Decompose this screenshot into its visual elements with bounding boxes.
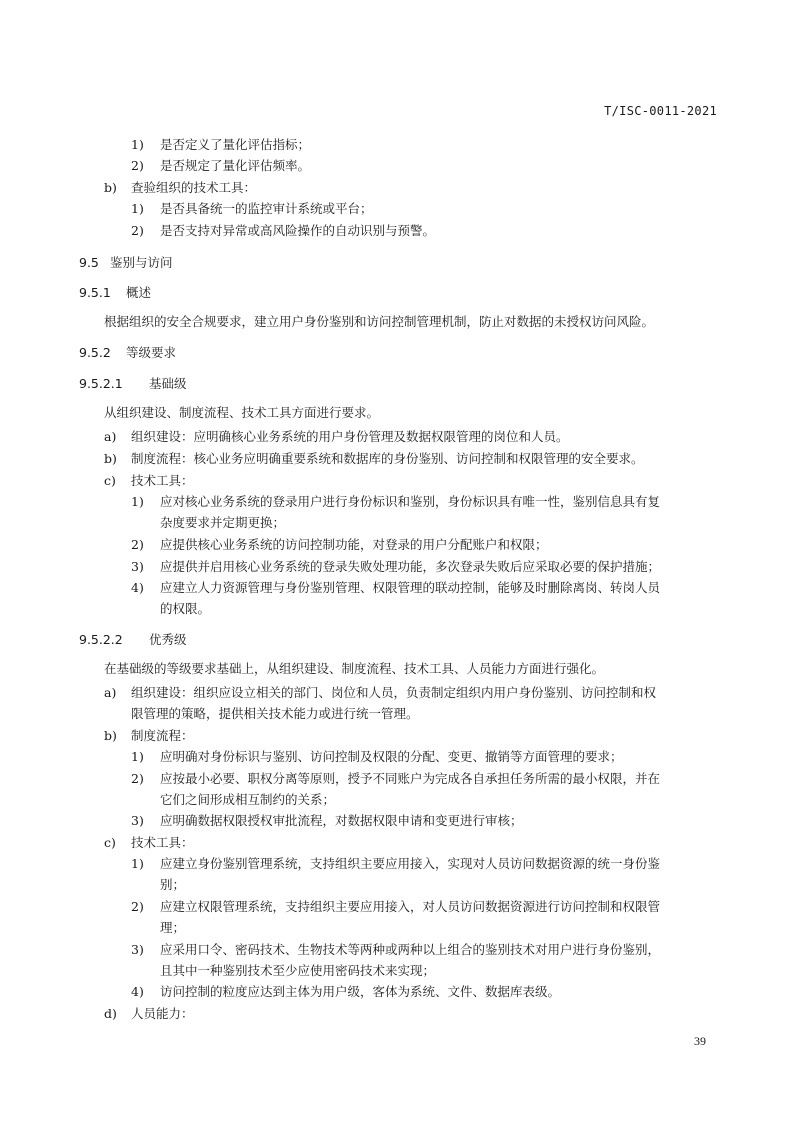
list-item-text: 是否规定了量化评估频率。: [160, 158, 311, 173]
paragraph: 根据组织的安全合规要求，建立用户身份鉴别和访问控制管理机制，防止对数据的未授权访问风险。: [104, 314, 655, 329]
list-marker: 2): [131, 899, 144, 914]
list-marker: 1): [131, 749, 144, 764]
list-item-text: 应对核心业务系统的登录用户进行身份标识和鉴别，身份标识具有唯一性，鉴别信息具有复: [160, 494, 661, 509]
list-marker: 1): [131, 137, 144, 152]
section-number: 9.5.1: [79, 285, 111, 300]
list-item-text: 访问控制的粒度应达到主体为用户级，客体为系统、文件、数据库表级。: [160, 984, 561, 999]
list-marker: 2): [131, 158, 144, 173]
list-marker: b): [104, 180, 117, 195]
list-marker: 4): [131, 580, 144, 595]
list-item-text: 组织建设：应明确核心业务系统的用户身份管理及数据权限管理的岗位和人员。: [131, 429, 569, 444]
list-item-text: 别；: [160, 877, 186, 892]
list-item-text: 是否定义了量化评估指标；: [160, 137, 311, 152]
list-item-text: 技术工具：: [131, 473, 194, 488]
list-item-text: 限管理的策略，提供相关技术能力或进行统一管理。: [131, 706, 419, 721]
section-heading: 概述: [126, 285, 152, 300]
list-marker: 1): [131, 201, 144, 216]
list-item-text: 应按最小必要、职权分离等原则，授予不同账户为完成各自承担任务所需的最小权限，并在: [160, 771, 661, 786]
list-marker: 3): [131, 942, 144, 957]
list-marker: 1): [131, 494, 144, 509]
list-item-text: 杂度要求并定期更换；: [160, 515, 286, 530]
list-item-text: 应采用口令、密码技术、生物技术等两种或两种以上组合的鉴别技术对用户进行身份鉴别，: [160, 942, 661, 957]
section-number: 9.5.2: [79, 345, 111, 360]
section-heading: 优秀级: [149, 632, 187, 647]
list-item-text: 查验组织的技术工具：: [131, 180, 257, 195]
list-item-text: 应建立人力资源管理与身份鉴别管理、权限管理的联动控制，能够及时删除离岗、转岗人员: [160, 580, 661, 595]
section-heading: 鉴别与访问: [110, 255, 173, 270]
list-marker: 1): [131, 856, 144, 871]
document-code: T/ISC-0011-2021: [604, 104, 717, 118]
list-item-text: 应提供并启用核心业务系统的登录失败处理功能，多次登录失败后应采取必要的保护措施；: [160, 559, 661, 574]
list-item-text: 是否支持对异常或高风险操作的自动识别与预警。: [160, 223, 436, 238]
list-marker: a): [104, 685, 117, 700]
section-number: 9.5.2.1: [79, 376, 123, 391]
list-marker: d): [104, 1006, 117, 1021]
list-item-text: 应建立身份鉴别管理系统，支持组织主要应用接入，实现对人员访问数据资源的统一身份鉴: [160, 856, 661, 871]
list-item-text: 制度流程：: [131, 728, 194, 743]
section-number: 9.5.2.2: [79, 632, 123, 647]
list-marker: 2): [131, 537, 144, 552]
list-marker: b): [104, 451, 117, 466]
list-marker: 2): [131, 771, 144, 786]
list-marker: 2): [131, 223, 144, 238]
section-heading: 等级要求: [126, 345, 177, 360]
list-item-text: 组织建设：组织应设立相关的部门、岗位和人员，负责制定组织内用户身份鉴别、访问控制和权: [131, 685, 657, 700]
paragraph: 从组织建设、制度流程、技术工具方面进行要求。: [104, 405, 380, 420]
list-item-text: 理；: [160, 920, 186, 935]
list-marker: c): [104, 473, 116, 488]
list-item-text: 且其中一种鉴别技术至少应使用密码技术来实现；: [160, 963, 436, 978]
list-marker: a): [104, 429, 117, 444]
list-item-text: 应建立权限管理系统，支持组织主要应用接入，对人员访问数据资源进行访问控制和权限管: [160, 899, 661, 914]
list-marker: 3): [131, 559, 144, 574]
section-number: 9.5: [79, 255, 99, 270]
list-item-text: 是否具备统一的监控审计系统或平台；: [160, 201, 373, 216]
list-item-text: 应提供核心业务系统的访问控制功能，对登录的用户分配账户和权限；: [160, 537, 548, 552]
page-number: 39: [694, 1034, 706, 1048]
section-heading: 基础级: [149, 376, 187, 391]
list-item-text: 制度流程：核心业务应明确重要系统和数据库的身份鉴别、访问控制和权限管理的安全要求。: [131, 451, 644, 466]
list-marker: b): [104, 728, 117, 743]
list-item-text: 人员能力：: [131, 1006, 194, 1021]
list-item-text: 应明确对身份标识与鉴别、访问控制及权限的分配、变更、撤销等方面管理的要求；: [160, 749, 623, 764]
list-item-text: 技术工具：: [131, 835, 194, 850]
list-marker: 3): [131, 813, 144, 828]
list-marker: 4): [131, 984, 144, 999]
list-item-text: 应明确数据权限授权审批流程，对数据权限申请和变更进行审核；: [160, 813, 523, 828]
paragraph: 在基础级的等级要求基础上，从组织建设、制度流程、技术工具、人员能力方面进行强化。: [104, 661, 605, 676]
list-item-text: 它们之间形成相互制约的关系；: [160, 792, 336, 807]
list-marker: c): [104, 835, 116, 850]
list-item-text: 的权限。: [160, 601, 211, 616]
